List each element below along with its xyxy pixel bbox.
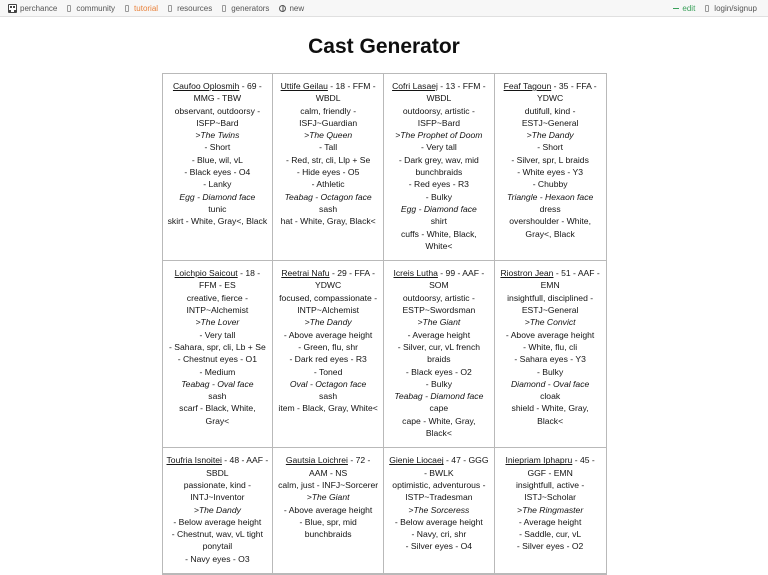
card-detail-line: scarf - Black, White, Gray< [179,403,256,426]
character-name: Iniepriam Iphapru [505,455,573,466]
globe-icon [279,5,286,12]
edit-label: edit [682,3,696,13]
character-meta: - 18 - FFM - ES [198,268,261,291]
card-detail-line: observant, outdoorsy - ISFP~Bard [174,105,261,128]
card-detail-line: >The Convict [524,317,576,328]
card-detail-line: cuffs - White, Black, White< [400,228,477,251]
card-detail-line: - Silver, spr, L braids [511,154,589,165]
login-signup-label: login/signup [714,3,757,13]
card-detail-line: - Average height [407,329,471,340]
navbar-left-group [6,0,309,17]
edit-button[interactable] [668,0,700,17]
card-detail-line: calm, just - INFJ~Sorcerer [278,479,379,490]
character-meta: - 47 - GGG - BWLK [424,455,489,478]
cast-card [273,448,384,574]
character-name: Uttife Geilau [280,81,328,91]
character-meta: - 72 - AAM - NS [309,455,371,478]
card-detail-line: >The Dandy [304,317,352,328]
cast-card [384,448,495,574]
card-detail-line: tunic [208,203,227,214]
card-detail-line: calm, friendly - ISFJ~Guardian [299,105,358,128]
card-header-line [499,267,602,292]
character-name: Feaf Tagoun [503,81,552,91]
card-detail-line: - Silver eyes - O2 [516,541,584,552]
cast-card [495,448,606,574]
character-name: Cofri Lasaej [392,81,438,91]
card-header-line [167,454,269,479]
card-header-line [388,267,490,292]
card-detail-line: optimistic, adventurous - ISTP~Tradesman [392,479,486,503]
cast-card [495,74,606,261]
cast-card [384,261,495,448]
nav-item-tutorial-label: tutorial [134,3,159,13]
card-detail-line: creative, fierce - INTP~Alchemist [186,292,249,316]
card-detail-line: - Sahara, spr, cli, Lb + Se [169,341,266,352]
card-detail-line: sash [319,203,338,214]
cast-card [163,261,274,448]
card-detail-line: - Toned [313,366,343,377]
character-meta: - 13 - FFM - WBDL [426,81,486,104]
card-detail-line: >The Prophet of Doom [395,130,483,141]
card-detail-line: - Below average height [173,516,262,527]
cast-card [495,261,606,448]
card-detail-line: - Chubby [532,179,568,190]
nav-item-resources-label: resources [177,3,213,13]
card-detail-line: - Tall [319,142,338,153]
card-detail-line: - Chestnut eyes - O1 [177,354,258,365]
page-icon [222,5,226,12]
card-detail-line: cape - White, Gray, Black< [402,415,476,439]
character-meta: - 48 - AAF - SBDL [206,455,269,478]
card-detail-line: - Blue, spr, mid bunchbraids [299,516,357,540]
nav-item-community[interactable] [62,0,120,17]
card-detail-line: hat - White, Gray, Black< [280,216,376,227]
card-detail-line: sash [208,391,227,402]
card-detail-line: - Blue, wil, vL [191,154,243,165]
card-detail-line: - Navy eyes - O3 [185,553,250,564]
character-name: Icreis Lutha [393,268,438,279]
card-detail-line: - Red, str, cli, Llp + Se [285,154,371,165]
cast-card [163,74,274,261]
card-detail-line: shirt [430,216,447,227]
perchance-logo-icon [8,4,17,13]
nav-item-generators[interactable] [217,0,274,17]
login-signup-link[interactable] [700,0,762,17]
page-icon [125,5,129,12]
card-detail-line: - Above average height [283,329,373,340]
nav-item-generators-label: generators [231,3,270,13]
nav-item-community-label: community [76,3,116,13]
character-name: Gautsia Loichrei [285,455,348,466]
character-name: Gienie Liocaej [389,455,444,466]
character-meta: - 29 - FFA - YDWC [314,268,375,291]
card-detail-line: dress [539,203,561,214]
card-header-line [167,267,269,292]
card-detail-line: dutifull, kind - ESTJ~General [521,105,579,128]
card-detail-line: - Very tall [420,142,457,153]
card-detail-line: - Navy, cri, shr [411,529,467,540]
nav-item-new-label: new [289,3,305,13]
card-detail-line: - Black eyes - O2 [405,366,472,377]
character-name: Reetrai Nafu [281,268,330,279]
card-detail-line: outdoorsy, artistic - ESTP~Swordsman [402,292,476,316]
card-detail-line: >The Twins [195,130,240,141]
card-detail-line: - Chestnut, wav, vL tight ponytail [171,529,263,552]
user-icon [705,5,709,12]
navbar-right-group [668,0,762,17]
card-detail-line: Egg - Diamond face [400,203,477,214]
pencil-icon [673,8,679,9]
card-header-line [167,80,269,105]
card-detail-line: - Above average height [283,504,373,515]
card-detail-line: >The Dandy [526,130,574,141]
page-body [0,17,768,564]
page-icon [67,5,71,12]
card-detail-line: - Bulky [536,366,564,377]
nav-item-tutorial[interactable] [120,0,163,17]
card-detail-line: Teabag - Diamond face [394,391,484,402]
card-header-line [277,80,379,105]
card-detail-line: - Medium [199,366,236,377]
page-icon [168,5,172,12]
character-name: Loichpio Saicout [174,268,238,279]
card-detail-line: >The Ringmaster [517,504,584,515]
card-detail-line: sash [319,391,338,402]
card-detail-line: Egg - Diamond face [179,191,256,202]
card-detail-line: - Lanky [203,179,232,190]
card-detail-line: skirt - White, Gray<, Black [167,216,268,227]
card-detail-line: >The Queen [304,130,353,141]
card-detail-line: cloak [540,391,561,402]
page-title: Cast Generator [308,35,460,58]
card-header-line [277,267,379,292]
card-detail-line: - White eyes - Y3 [517,167,583,178]
character-meta: - 99 - AAF - SOM [429,268,485,291]
character-name: Toufria Isnoitei [166,455,222,466]
card-detail-line: >The Dandy [193,504,241,515]
character-meta: - 35 - FFA - YDWC [536,81,597,104]
card-detail-line: - Below average height [394,516,483,527]
cast-card [273,74,384,261]
card-detail-line: - Green, flu, shr [298,341,358,352]
card-detail-line: focused, compassionate - INTP~Alchemist [279,292,378,316]
card-detail-line: shield - White, Gray, Black< [511,403,589,426]
nav-item-resources[interactable] [163,0,217,17]
character-meta: - 51 - AAF - EMN [540,268,600,291]
card-detail-line: Teabag - Oval face [181,378,254,389]
card-detail-line: - Average height [518,516,582,527]
card-detail-line: outdoorsy, artistic - ISFP~Bard [402,105,475,128]
card-detail-line: - White, flu, cli [523,341,578,352]
card-detail-line: item - Black, Gray, White< [278,403,378,414]
card-detail-line: - Dark red eyes - R3 [289,354,367,365]
character-meta: - 69 - MMG - TBW [193,81,262,104]
card-detail-line: - Bulky [425,378,452,389]
card-detail-line: - Sahara eyes - Y3 [514,354,586,365]
card-detail-line: - Dark grey, wav, mid bunchbraids [398,154,479,178]
card-header-line [499,80,602,105]
cast-card [273,261,384,448]
card-detail-line: insightfull, active - ISTJ~Scholar [515,479,585,503]
character-meta: - 18 - FFM - WBDL [315,81,376,104]
card-detail-line: - Saddle, cur, vL [519,529,582,540]
card-detail-line: - Short [204,142,231,153]
character-name: Riostron Jean [500,268,554,279]
card-detail-line: - Above average height [505,329,595,340]
card-detail-line: Oval - Octagon face [289,378,367,389]
card-detail-line: passionate, kind - INTJ~Inventor [183,479,252,503]
character-meta: - 45 - GGF - EMN [527,455,595,478]
card-header-line [499,454,602,479]
card-header-line [388,454,490,479]
card-detail-line: - Hide eyes - O5 [296,167,360,178]
card-detail-line: - Short [537,142,564,153]
card-detail-line: Teabag - Octagon face [284,191,372,202]
card-detail-line: - Bulky [425,191,452,202]
card-detail-line: >The Sorceress [408,504,470,515]
nav-item-new[interactable] [274,0,309,17]
card-detail-line: Triangle - Hexaon face [506,191,594,202]
card-detail-line: - Silver, cur, vL french braids [397,341,481,365]
card-detail-line: - Very tall [199,329,236,340]
card-detail-line: insightfull, disciplined - ESTJ~General [507,292,594,316]
cast-card [163,448,274,574]
card-detail-line: >The Giant [417,317,461,328]
brand-label: perchance [20,3,58,13]
card-header-line [388,80,490,105]
card-detail-line: cape [429,403,449,414]
card-detail-line: Diamond - Oval face [510,378,590,389]
card-detail-line: - Athletic [311,179,345,190]
brand-link-perchance[interactable] [6,0,62,17]
character-name: Caufoo Oplosmih [172,81,240,91]
card-detail-line: overshoulder - White, Gray<, Black [509,216,591,239]
card-detail-line: - Black eyes - O4 [184,167,251,178]
card-detail-line: >The Giant [306,492,350,503]
top-navbar [0,0,768,17]
card-detail-line: - Red eyes - R3 [408,179,469,190]
card-detail-line: >The Lover [195,317,240,328]
card-header-line [277,454,379,479]
cast-grid [162,73,607,575]
cast-card [384,74,495,261]
card-detail-line: - Silver eyes - O4 [405,541,473,552]
